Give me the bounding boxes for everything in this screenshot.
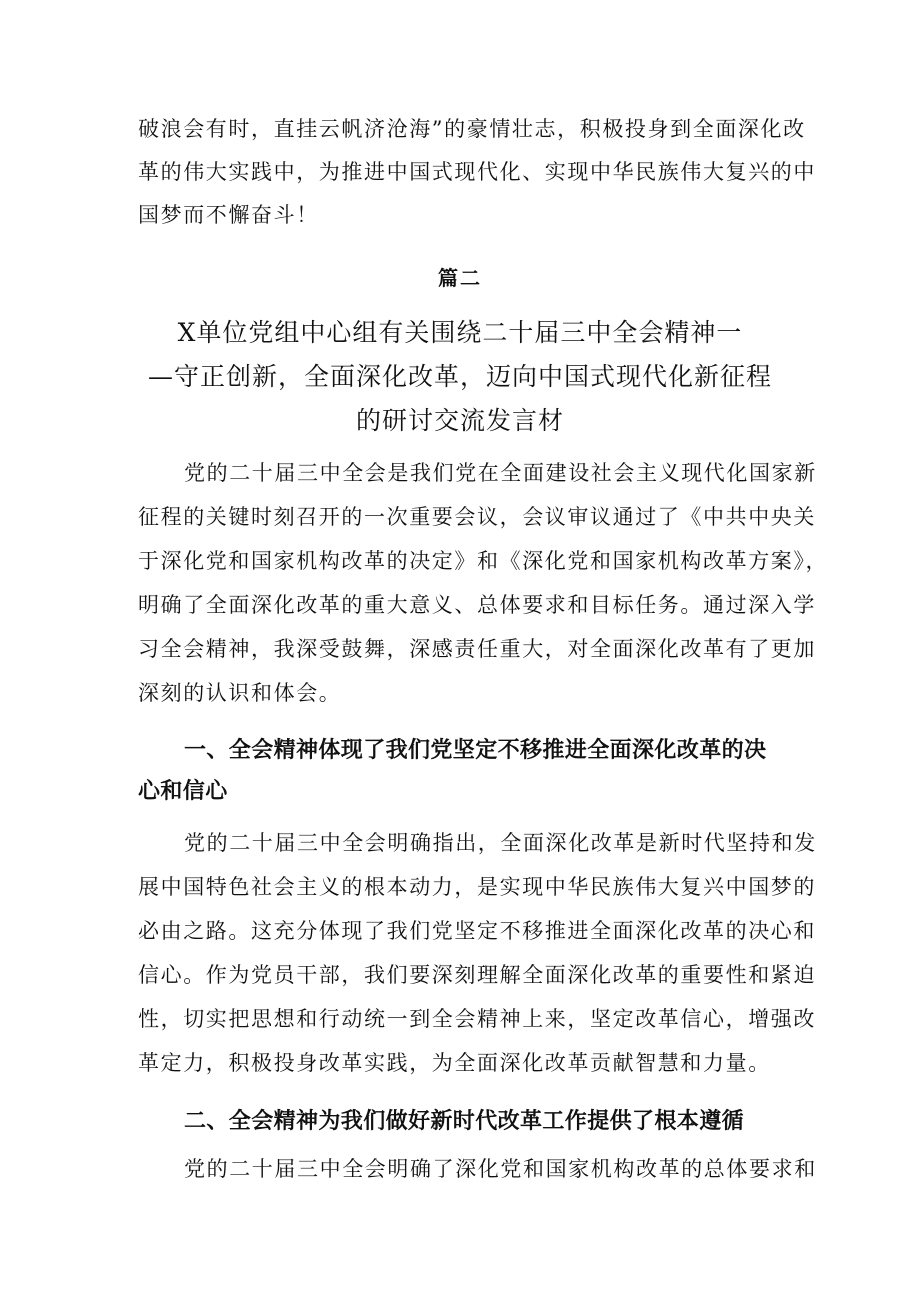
opening-line-4: 明确了全面深化改革的重大意义、总体要求和目标任务。通过深入学 [138,593,816,617]
section-two-line-1: 党的二十届三中全会明确了深化党和国家机构改革的总体要求和 [184,1157,817,1181]
opening-line-1: 党的二十届三中全会是我们党在全面建设社会主义现代化国家新 [184,461,817,485]
heading-one-line-2: 心和信心 [138,779,228,804]
section-one-line-3: 必由之路。这充分体现了我们党坚定不移推进全面深化改革的决心和 [138,919,816,943]
opening-line-5: 习全会精神，我深受鼓舞，深感责任重大，对全面深化改革有了更加 [138,637,816,661]
intro-line-1: 破浪会有时，直挂云帆济沧海”的豪情壮志，积极投身到全面深化改 [138,117,806,141]
heading-two: 二、全会精神为我们做好新时代改革工作提供了根本遵循 [184,1109,745,1134]
heading-one-line-1: 一、全会精神体现了我们党坚定不移推进全面深化改革的决 [184,738,767,763]
section-one-line-5: 性，切实把思想和行动统一到全会精神上来，坚定改革信心，增强改 [138,1007,816,1031]
opening-line-6: 深刻的认识和体会。 [138,681,342,705]
doc-title-line-3: 的研讨交流发言材 [355,406,564,435]
section-one-line-2: 展中国特色社会主义的根本动力，是实现中华民族伟大复兴中国梦的 [138,875,816,899]
section-label: 篇二 [438,266,482,290]
opening-line-2: 征程的关键时刻召开的一次重要会议，会议审议通过了《中共中央关 [138,505,816,529]
section-one-line-1: 党的二十届三中全会明确指出，全面深化改革是新时代坚持和发 [184,831,817,855]
section-one-line-6: 革定力，积极投身改革实践，为全面深化改革贡献智慧和力量。 [138,1051,771,1075]
section-one-line-4: 信心。作为党员干部，我们要深刻理解全面深化改革的重要性和紧迫 [138,963,816,987]
doc-title-line-2: —守正创新，全面深化改革，迈向中国式现代化新征程 [147,362,772,391]
doc-title-line-1: X单位党组中心组有关围绕二十届三中全会精神一 [177,318,743,347]
opening-line-3: 于深化党和国家机构改革的决定》和《深化党和国家机构改革方案》， [138,549,829,573]
intro-line-3: 国梦而不懈奋斗！ [138,203,319,227]
intro-line-2: 革的伟大实践中，为推进中国式现代化、实现中华民族伟大复兴的中 [138,160,816,184]
